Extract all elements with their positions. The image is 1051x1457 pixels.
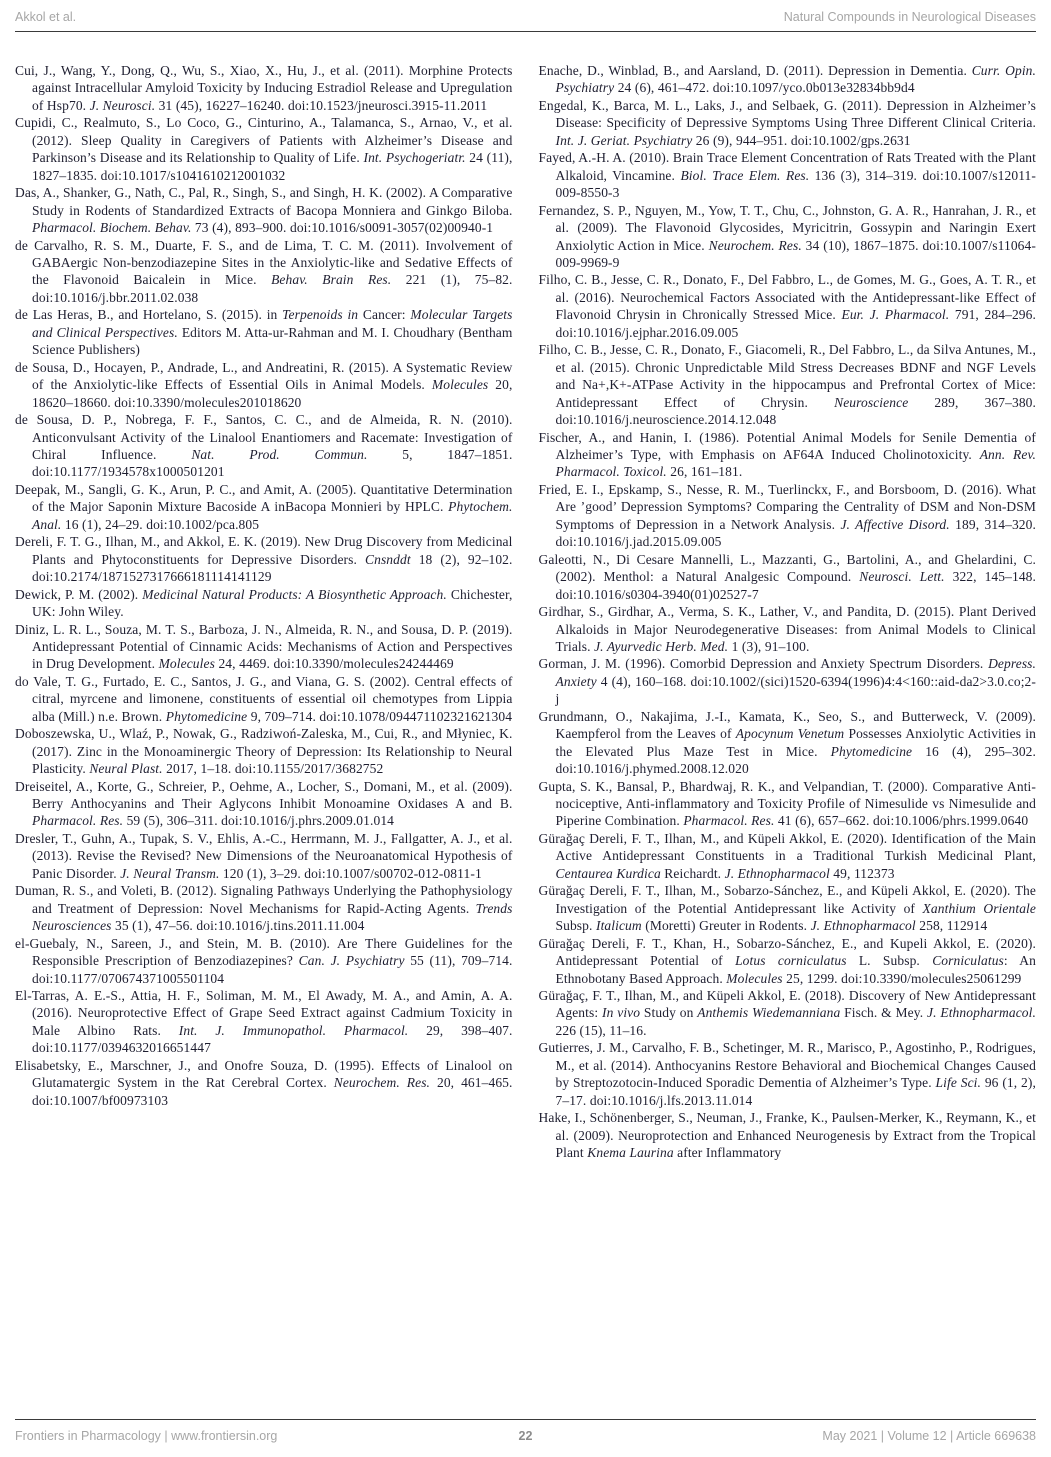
reference-italic-segment: Neurochem. Res. [708, 237, 802, 253]
reference-item [15, 778, 513, 830]
reference-text-segment: 20, 461–465. doi:10.1007/bf00973103 [32, 1075, 513, 1108]
reference-text-segment: 189, 314–320. doi:10.1016/j.jad.2015.09.005 [555, 516, 1036, 550]
reference-text-segment: 29, 398–407. doi:10.1177/0394632016651447 [32, 1022, 513, 1056]
reference-text-segment: Editors M. Atta-ur-Rahman and M. I. Choudhary (Bentham Science Publishers) [32, 324, 513, 358]
reference-italic-segment: J. Ethnopharmacol. [927, 1005, 1036, 1021]
reference-text-segment: Fayed, A.-H. A. (2010). Brain Trace Element Concentration of Rats Treated with the Plant Alkaloid, Vincamine. [538, 150, 1036, 183]
footer-issue-info: May 2021 | Volume 12 | Article 669638 [822, 1429, 1036, 1443]
reference-text-segment: Fernandez, S. P., Nguyen, M., Yow, T. T., Chu, C., Johnston, G. A. R., Hanrahan, J. R., et al. (2009). The Flavonoid Glycosides, Myricitrin, Gossypin and Naringin Exert Anxiolytic Action in Mice. [538, 202, 1036, 253]
reference-text-segment: Gürağaç Dereli, F. T., Khan, H., Sobarzo-Sánchez, E., and Kupeli Akkol, E. (2020). Antidepressant Potential of [538, 935, 1036, 969]
reference-italic-segment: J. Ayurvedic Herb. Med. [594, 638, 729, 654]
reference-text-segment: Reichardt. [660, 865, 725, 881]
running-head-authors: Akkol et al. [15, 10, 77, 24]
reference-italic-segment: Behav. Brain Res. [271, 272, 392, 288]
reference-item [539, 778, 1037, 830]
reference-italic-segment: Molecular Targets and Clinical Perspectives. [32, 307, 513, 340]
reference-text-segment: (Moretti) Greuter in Rodents. [641, 918, 811, 934]
reference-item [15, 533, 513, 585]
references-column-right [539, 62, 1037, 1413]
reference-text-segment: el-Guebaly, N., Sareen, J., and Stein, M. B. (2010). Are There Guidelines for the Responsible Prescription of Benzodiazepines? [15, 935, 513, 969]
reference-italic-segment: J. Affective Disord. [840, 516, 950, 532]
reference-text-segment: L. Subsp. [846, 953, 933, 969]
reference-text-segment: Gürağaç Dereli, F. T., Ilhan, M., and Küpeli Akkol, E. (2020). Identification of the Main Active Antidepressant Constituents in a Traditional Turkish Medicinal Plant, [538, 830, 1036, 864]
reference-text-segment: Engedal, K., Barca, M. L., Laks, J., and Selbaek, G. (2011). Depression in Alzheimer’s Disease: Specificity of Depressive Symptoms Using Three Different Clinical Criteria. [538, 97, 1036, 131]
reference-item [539, 1109, 1037, 1161]
reference-italic-segment: Pharmacol. Res. [32, 813, 124, 829]
reference-text-segment: de Sousa, D. P., Nobrega, F. F., Santos, C. C., and de Almeida, R. N. (2010). Anticonvulsant Activity of the Linalool Enantiomers and Racemate: Investigation of Chiral Influence. [15, 412, 513, 462]
reference-item [539, 97, 1037, 149]
reference-item [539, 655, 1037, 707]
page-header [15, 10, 1036, 32]
reference-italic-segment: Medicinal Natural Products: A Biosynthetic Approach. [142, 586, 447, 602]
reference-text-segment: 322, 145–148. doi:10.1016/s0304-3940(01)02527-7 [555, 569, 1036, 602]
reference-item [15, 411, 513, 481]
reference-text-segment: Diniz, L. R. L., Souza, M. T. S., Barboza, J. N., Almeida, R. N., and Sousa, D. P. (2019). Antidepressant Potential of Cinnamic Acids: Mechanisms of Action and Perspectives in Drug Development. [15, 621, 513, 672]
reference-text-segment: 59 (5), 306–311. doi:10.1016/j.phrs.2009.01.014 [123, 813, 395, 829]
reference-text-segment: Cui, J., Wang, Y., Dong, Q., Wu, S., Xiao, X., Hu, J., et al. (2011). Morphine Protects against Intracellular Amyloid Toxicity by Inducing Estradiol Release and Upregulation of Hsp70. [15, 63, 513, 113]
reference-italic-segment: Apocynum Venetum [735, 726, 845, 742]
reference-item [15, 481, 513, 533]
reference-italic-segment: Terpenoids in [282, 307, 359, 323]
reference-item [539, 551, 1037, 603]
reference-italic-segment: Nat. Prod. Commun. [191, 446, 368, 462]
reference-item [539, 708, 1037, 778]
footer-page-number: 22 [518, 1429, 533, 1443]
reference-item [15, 882, 513, 934]
reference-text-segment: Gutierres, J. M., Carvalho, F. B., Schetinger, M. R., Marisco, P., Agostinho, P., Rodrigues, M., et al. (2014). Anthocyanins Restore Behavioral and Biochemical Changes Caused by Streptozotocin-Induced Sporadic Dementia of Alzheimer’s Type. [538, 1040, 1036, 1091]
reference-text-segment: Fisch. & Mey. [840, 1005, 927, 1021]
reference-text-segment: de Sousa, D., Hocayen, P., Andrade, L., and Andreatini, R. (2015). A Systematic Review of the Anxiolytic-like Effects of Essential Oils in Animal Models. [15, 359, 513, 393]
running-head-title: Natural Compounds in Neurological Diseases [783, 10, 1036, 24]
reference-item [539, 481, 1037, 551]
references-column-left [15, 62, 513, 1413]
reference-italic-segment: Neurochem. Res. [333, 1075, 431, 1091]
reference-text-segment: 221 (1), 75–82. doi:10.1016/j.bbr.2011.02.038 [32, 272, 513, 305]
reference-italic-segment: Cnsnddt [364, 551, 411, 567]
reference-item [539, 987, 1037, 1039]
reference-item [539, 341, 1037, 428]
reference-text-segment: 34 (10), 1867–1875. doi:10.1007/s11064-009-9969-9 [555, 237, 1036, 270]
reference-item [15, 306, 513, 358]
reference-text-segment: 55 (11), 709–714. doi:10.1177/070674371005501104 [32, 953, 513, 986]
reference-text-segment: Filho, C. B., Jesse, C. R., Donato, F., Giacomeli, R., Del Fabbro, L., da Silva Antunes, M., et al. (2015). Chronic Unpredictable Mild Stress Decreases BDNF and NGF Levels and Na+,K+-ATPase Activity in the hippocampus and Prefrontal Cortex of Mice: Antidepressant Effect of Chrysin. [538, 342, 1036, 410]
reference-item [539, 830, 1037, 882]
reference-item [539, 1039, 1037, 1109]
reference-text-segment: 26 (9), 944–951. doi:10.1002/gps.2631 [692, 132, 911, 148]
reference-item [15, 725, 513, 777]
reference-italic-segment: Lotus corniculatus [735, 953, 847, 969]
reference-italic-segment: In vivo [602, 1005, 641, 1021]
reference-text-segment: Galeotti, N., Di Cesare Mannelli, L., Mazzanti, G., Bartolini, A., and Ghelardini, C. (2002). Menthol: a Natural Analgesic Compound. [538, 551, 1036, 585]
reference-text-segment: 289, 367–380. doi:10.1016/j.neuroscience.2014.12.048 [555, 394, 1036, 428]
reference-text-segment: 2017, 1–18. doi:10.1155/2017/3682752 [162, 761, 384, 777]
reference-item [15, 987, 513, 1057]
reference-italic-segment: Neurosci. Lett. [859, 569, 945, 585]
reference-italic-segment: Anthemis Wiedemanniana [697, 1005, 841, 1021]
reference-italic-segment: Corniculatus [932, 953, 1004, 969]
reference-italic-segment: Curr. Opin. Psychiatry [555, 63, 1036, 96]
reference-text-segment: Filho, C. B., Jesse, C. R., Donato, F., Del Fabbro, L., de Gomes, M. G., Goes, A. T. R., et al. (2016). Neurochemical Factors Associated with the Antidepressant-like Effect of Flavonoid Chrysin in Chronically Stressed Mice. [538, 272, 1036, 323]
reference-text-segment: 120 (1), 3–29. doi:10.1007/s00702-012-0811-1 [219, 865, 482, 881]
reference-item [539, 882, 1037, 934]
reference-text-segment: Fischer, A., and Hanin, I. (1986). Potential Animal Models for Senile Dementia of Alzheimer’s Type, with Emphasis on AF64A Induced Cholinotoxicity. [538, 429, 1036, 462]
reference-text-segment: 136 (3), 314–319. doi:10.1007/s12011-009-8550-3 [555, 167, 1036, 201]
reference-italic-segment: Pharmacol. Res. [683, 813, 775, 829]
reference-item [15, 673, 513, 725]
reference-text-segment: 49, 112373 [829, 865, 895, 881]
reference-text-segment: 16 (1), 24–29. doi:10.1002/pca.805 [61, 516, 260, 532]
footer-journal-url: Frontiers in Pharmacology | www.frontiersin.org [15, 1429, 278, 1443]
reference-text-segment: 73 (4), 893–900. doi:10.1016/s0091-3057(02)00940-1 [191, 220, 494, 236]
reference-text-segment: 9, 709–714. doi:10.1078/094471102321621304 [247, 708, 513, 724]
reference-text-segment: Cupidi, C., Realmuto, S., Lo Coco, G., Cinturino, A., Talamanca, S., Arnao, V., et al. (2012). Sleep Quality in Caregivers of Patients with Alzheimer’s Disease and Parkinson’s Disease and its Relationship to Quality of Life. [15, 115, 513, 166]
reference-text-segment: Duman, R. S., and Voleti, B. (2012). Signaling Pathways Underlying the Pathophysiology and Treatment of Depression: Novel Mechanisms for Rapid-Acting Agents. [15, 883, 513, 916]
reference-italic-segment: Life Sci. [935, 1075, 982, 1091]
reference-italic-segment: Phytomedicine [830, 743, 913, 759]
reference-item [15, 935, 513, 987]
reference-italic-segment: Ann. Rev. Pharmacol. Toxicol. [555, 446, 1036, 480]
reference-italic-segment: J. Ethnopharmacol [810, 918, 916, 934]
reference-text-segment: 35 (1), 47–56. doi:10.1016/j.tins.2011.11.004 [111, 918, 365, 934]
reference-text-segment: Enache, D., Winblad, B., and Aarsland, D. (2011). Depression in Dementia. [538, 63, 972, 78]
reference-italic-segment: Biol. Trace Elem. Res. [680, 167, 810, 183]
reference-text-segment: Dresler, T., Guhn, A., Tupak, S. V., Ehlis, A.-C., Herrmann, M. J., Fallgatter, A. J., et al. (2013). Revise the Revised? New Dimensions of the Neuroanatomical Hypothesis of Panic Disorder. [15, 830, 513, 881]
reference-text-segment: Gürağaç, F. T., Ilhan, M., and Küpeli Akkol, E. (2018). Discovery of New Antidepressant Agents: [538, 988, 1036, 1021]
reference-text-segment: 41 (6), 657–662. doi:10.1006/phrs.1999.0640 [774, 813, 1029, 829]
reference-text-segment: Gürağaç Dereli, F. T., Ilhan, M., Sobarzo-Sánchez, E., and Küpeli Akkol, E. (2020). The Investigation of the Potential Antidepressant like Activity of [538, 883, 1036, 916]
reference-text-segment: Elisabetsky, E., Marschner, J., and Onofre Souza, D. (1995). Effects of Linalool on Glutamatergic System in the Rat Cerebral Cortex. [15, 1057, 513, 1091]
reference-text-segment: 25, 1299. doi:10.3390/molecules25061299 [782, 970, 1022, 986]
reference-italic-segment: Xanthium Orientale [922, 900, 1036, 916]
reference-italic-segment: Centaurea Kurdica [555, 865, 661, 881]
reference-item [15, 359, 513, 411]
reference-item [539, 62, 1037, 97]
reference-italic-segment: Molecules [726, 970, 783, 986]
reference-text-segment: Doboszewska, U., Wlaź, P., Nowak, G., Radziwoń-Zaleska, M., Cui, R., and Młyniec, K. (2017). Zinc in the Monoaminergic Theory of Depression: Its Relationship to Neural Plasticity. [15, 726, 513, 777]
reference-italic-segment: Can. J. Psychiatry [298, 953, 405, 969]
reference-italic-segment: Phytomedicine [165, 708, 248, 724]
reference-italic-segment: Molecules [431, 377, 489, 393]
references-body [15, 62, 1036, 1413]
reference-text-segment: Cancer: [358, 307, 411, 323]
reference-text-segment: 18 (2), 92–102. doi:10.2174/1871527317666181114141129 [32, 551, 513, 585]
reference-item [15, 184, 513, 236]
reference-text-segment: 5, 1847–1851. doi:10.1177/1934578x1000501201 [32, 446, 513, 480]
reference-item [539, 429, 1037, 481]
reference-text-segment: Dereli, F. T. G., Ilhan, M., and Akkol, E. K. (2019). New Drug Discovery from Medicinal Plants and Phytoconstituents for Depressive Disorders. [15, 534, 513, 567]
reference-text-segment: de Carvalho, R. S. M., Duarte, F. S., and de Lima, T. C. M. (2011). Involvement of GABAergic Non-benzodiazepine Sites in the Anxiolytic-like and Sedative Effects of the Flavonoid Baicalein in Mice. [15, 237, 513, 288]
reference-italic-segment: Trends Neurosciences [32, 900, 513, 934]
reference-text-segment: Gorman, J. M. (1996). Comorbid Depression and Anxiety Spectrum Disorders. [538, 656, 989, 672]
reference-text-segment: Grundmann, O., Nakajima, J.-I., Kamata, K., Seo, S., and Butterweck, V. (2009). Kaempferol from the Leaves of [538, 708, 1036, 742]
reference-text-segment: 24 (6), 461–472. doi:10.1097/yco.0b013e32834bb9d4 [614, 80, 915, 96]
reference-item [539, 935, 1037, 987]
reference-italic-segment: J. Neurosci. [89, 97, 156, 113]
reference-text-segment: El-Tarras, A. E.-S., Attia, H. F., Soliman, M. M., El Awady, M. A., and Amin, A. A. (2016). Neuroprotective Effect of Grape Seed Extract against Cadmium Toxicity in Male Albino Rats. [15, 988, 513, 1038]
reference-italic-segment: J. Ethnopharmacol [724, 865, 830, 881]
reference-italic-segment: J. Neural Transm. [120, 865, 220, 881]
reference-item [15, 586, 513, 621]
page-footer [15, 1419, 1036, 1443]
reference-text-segment: Chichester, UK: John Wiley. [32, 586, 513, 620]
reference-item [15, 114, 513, 184]
reference-italic-segment: Pharmacol. Biochem. Behav. [32, 220, 192, 236]
reference-text-segment: 791, 284–296. doi:10.1016/j.ejphar.2016.09.005 [555, 307, 1036, 340]
reference-item [15, 1057, 513, 1109]
reference-italic-segment: Eur. J. Pharmacol. [841, 307, 950, 323]
reference-text-segment: 258, 112914 [915, 918, 988, 934]
reference-text-segment: Hake, I., Schönenberger, S., Neuman, J., Franke, K., Paulsen-Merker, K., Reymann, K., et al. (2009). Neuroprotection and Enhanced Neurogenesis by Extract from the Tropical Plant [538, 1110, 1036, 1161]
reference-text-segment: Possesses Anxiolytic Activities in the Elevated Plus Maze Test in Mice. [555, 726, 1036, 759]
reference-item [15, 830, 513, 882]
reference-text-segment: Das, A., Shanker, G., Nath, C., Pal, R., Singh, S., and Singh, H. K. (2002). A Comparative Study in Rodents of Standardized Extracts of Bacopa Monniera and Ginkgo Biloba. [15, 185, 513, 218]
reference-italic-segment: Int. J. Geriat. Psychiatry [555, 132, 693, 148]
reference-italic-segment: Int. Psychogeriatr. [363, 150, 466, 166]
reference-italic-segment: Depress. Anxiety [555, 656, 1036, 689]
reference-item [539, 202, 1037, 272]
reference-text-segment: after Inflammatory [673, 1145, 782, 1161]
reference-text-segment: 96 (1, 2), 7–17. doi:10.1016/j.lfs.2013.11.014 [555, 1075, 1036, 1108]
reference-italic-segment: Italicum [595, 918, 642, 934]
reference-text-segment: Deepak, M., Sangli, G. K., Arun, P. C., and Amit, A. (2005). Quantitative Determination of the Major Saponin Mixture Bacoside A inBacopa Monnieri by HPLC. [15, 481, 513, 515]
reference-text-segment: de Las Heras, B., and Hortelano, S. (2015). in [15, 307, 283, 323]
reference-text-segment: 24, 4469. doi:10.3390/molecules24244469 [214, 656, 454, 672]
reference-text-segment: Fried, E. I., Epskamp, S., Nesse, R. M., Tuerlinckx, F., and Borsboom, D. (2016). What Are ’good’ Depression Symptoms? Comparing the Centrality of DSM and Non-DSM Symptoms of Depression in a Network Analysis. [538, 481, 1036, 532]
reference-item [539, 271, 1037, 341]
reference-item [15, 621, 513, 673]
reference-text-segment: Subsp. [555, 918, 596, 934]
reference-item [539, 149, 1037, 201]
reference-text-segment: Dreiseitel, A., Korte, G., Schreier, P., Oehme, A., Locher, S., Domani, M., et al. (2009). Berry Anthocyanins and Their Aglycons Inhibit Monoamine Oxidases A and B. [15, 778, 513, 812]
reference-text-segment: Dewick, P. M. (2002). [15, 586, 143, 602]
reference-text-segment: : An Ethnobotany Based Approach. [555, 953, 1036, 986]
reference-text-segment: Study on [640, 1005, 698, 1021]
reference-italic-segment: Neuroscience [834, 394, 909, 410]
reference-text-segment: 16 (4), 295–302. doi:10.1016/j.phymed.2008.12.020 [555, 743, 1036, 777]
reference-text-segment: 31 (45), 16227–16240. doi:10.1523/jneurosci.3915-11.2011 [155, 97, 488, 113]
reference-text-segment: do Vale, T. G., Furtado, E. C., Santos, J. G., and Viana, G. S. (2002). Central effects of citral, myrcene and limonene, constituents of essential oil chemotypes from Lippia alba (Mill.) n.e. Brown. [15, 673, 513, 724]
reference-italic-segment: Phytochem. Anal. [32, 499, 513, 532]
reference-italic-segment: Neural Plast. [89, 761, 163, 777]
reference-italic-segment: Molecules [158, 656, 215, 672]
reference-text-segment: 1 (3), 91–100. [728, 638, 810, 654]
reference-item [15, 62, 513, 114]
reference-text-segment: 20, 18620–18660. doi:10.3390/molecules201018620 [32, 377, 513, 410]
reference-italic-segment: Int. J. Immunopathol. Pharmacol. [178, 1022, 409, 1038]
reference-text-segment: 4 (4), 160–168. doi:10.1002/(sici)1520-6394(1996)4:4<160::aid-da2>3.0.co;2-j [555, 673, 1036, 707]
reference-item [15, 237, 513, 307]
reference-item [539, 603, 1037, 655]
reference-text-segment: 24 (11), 1827–1835. doi:10.1017/s1041610212001032 [32, 150, 513, 183]
reference-text-segment: 26, 161–181. [666, 464, 743, 480]
reference-text-segment: Gupta, S. K., Bansal, P., Bhardwaj, R. K., and Velpandian, T. (2000). Comparative Anti-nociceptive, Anti-inflammatory and Toxicity Profile of Nimesulide vs Nimesulide and Piperine Combination. [538, 778, 1036, 829]
reference-italic-segment: Knema Laurina [587, 1145, 674, 1161]
reference-text-segment: Girdhar, S., Girdhar, A., Verma, S. K., Lather, V., and Pandita, D. (2015). Plant Derived Alkaloids in Major Neurodegenerative Diseases: from Animal Models to Clinical Trials. [538, 604, 1036, 654]
reference-text-segment: 226 (15), 11–16. [555, 1022, 647, 1038]
